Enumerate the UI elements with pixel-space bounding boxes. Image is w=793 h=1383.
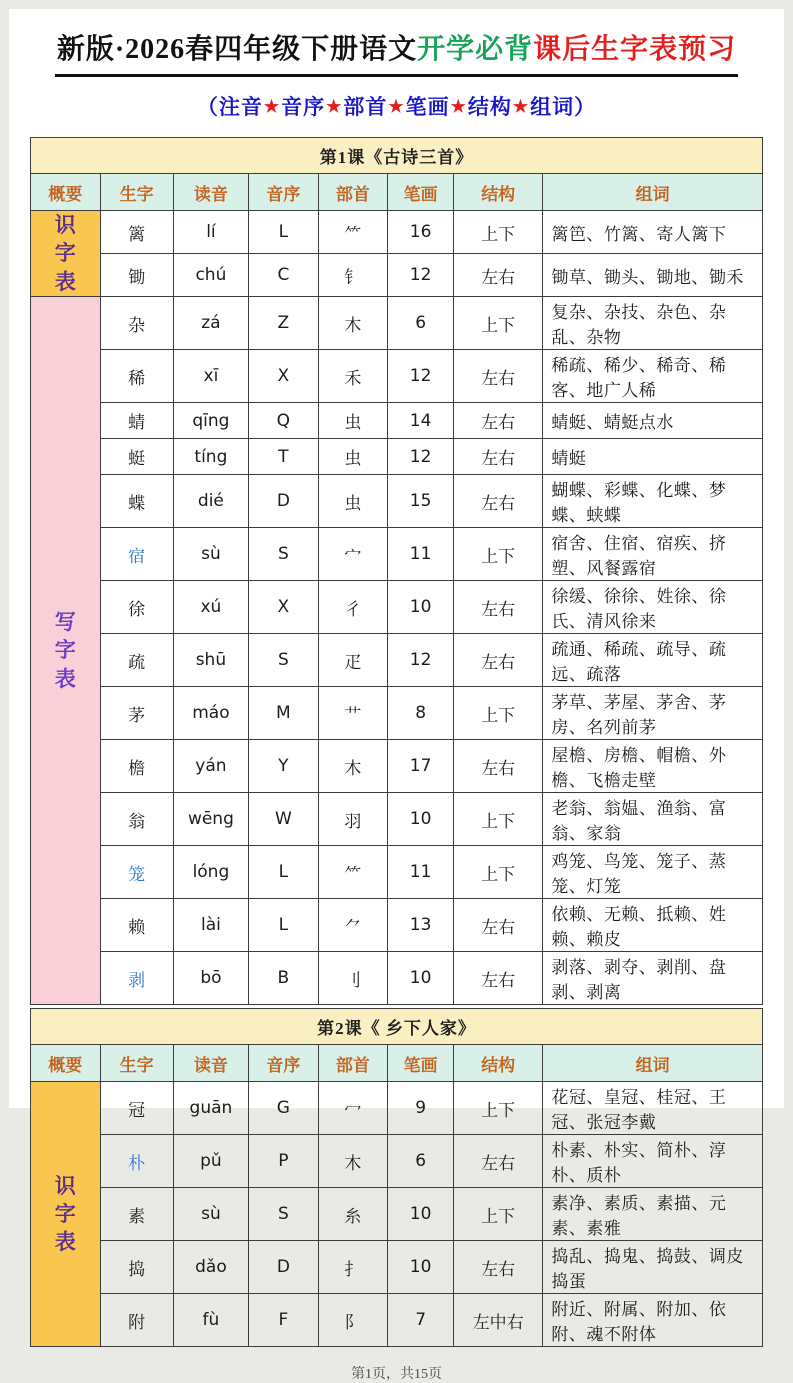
cell-structure: 上下: [454, 211, 543, 254]
subtitle-item: 组词: [530, 95, 575, 119]
column-header: 组词: [543, 1045, 763, 1082]
cell-strokes: 16: [388, 211, 454, 254]
cell-char: 宿: [100, 528, 173, 581]
subtitle-item: 笔画: [405, 95, 450, 119]
table-row: [31, 1294, 763, 1347]
cell-strokes: 6: [388, 1135, 454, 1188]
cell-char: 茅: [100, 687, 173, 740]
column-header: 生字: [100, 174, 173, 211]
cell-char: 捣: [100, 1241, 173, 1294]
star-icon: ★: [326, 97, 343, 116]
cell-pinyin: máo: [173, 687, 248, 740]
cell-strokes: 8: [388, 687, 454, 740]
cell-strokes: 10: [388, 1241, 454, 1294]
cell-char: 笼: [100, 846, 173, 899]
column-header: 概要: [31, 1045, 101, 1082]
star-icon: ★: [512, 97, 530, 116]
vocab-table: [30, 1008, 763, 1347]
table-row: [31, 1188, 763, 1241]
cell-words: 剥落、剥夺、剥削、盘剥、剥离: [543, 952, 763, 1005]
group-label: 识字表: [54, 213, 76, 294]
cell-initial: W: [249, 793, 319, 846]
cell-initial: S: [249, 528, 319, 581]
cell-initial: X: [249, 581, 319, 634]
subtitle: [30, 91, 763, 121]
group-label: 识字表: [54, 1173, 76, 1255]
tables-container: [30, 137, 763, 1347]
table-row: [31, 952, 763, 1005]
cell-radical: 冖: [318, 1082, 388, 1135]
cell-radical: 木: [318, 740, 388, 793]
cell-initial: M: [249, 687, 319, 740]
cell-words: 篱笆、竹篱、寄人篱下: [543, 211, 763, 254]
cell-pinyin: xú: [173, 581, 248, 634]
cell-structure: 左右: [454, 1135, 543, 1188]
worksheet-page: [9, 9, 784, 1383]
cell-strokes: 7: [388, 1294, 454, 1347]
column-header: 音序: [249, 174, 319, 211]
cell-structure: 左右: [454, 475, 543, 528]
column-header: 音序: [249, 1045, 319, 1082]
star-icon: ★: [263, 97, 281, 116]
cell-words: 捣乱、捣鬼、捣鼓、调皮捣蛋: [543, 1241, 763, 1294]
cell-char: 蜻: [100, 403, 173, 439]
cell-char: 冠: [100, 1082, 173, 1135]
cell-initial: P: [249, 1135, 319, 1188]
cell-char: 锄: [100, 254, 173, 297]
column-header: 生字: [100, 1045, 173, 1082]
table-row: [31, 528, 763, 581]
cell-initial: S: [249, 634, 319, 687]
cell-radical: 糸: [318, 1188, 388, 1241]
cell-pinyin: fù: [173, 1294, 248, 1347]
cell-radical: ⺮: [318, 846, 388, 899]
cell-initial: D: [249, 475, 319, 528]
column-header: 部首: [318, 174, 388, 211]
cell-initial: Q: [249, 403, 319, 439]
table-row: [31, 687, 763, 740]
cell-char: 杂: [100, 297, 173, 350]
cell-strokes: 6: [388, 297, 454, 350]
cell-initial: S: [249, 1188, 319, 1241]
table-row: [31, 1082, 763, 1135]
cell-pinyin: yán: [173, 740, 248, 793]
cell-initial: Z: [249, 297, 319, 350]
cell-strokes: 10: [388, 793, 454, 846]
cell-words: 附近、附属、附加、依附、魂不附体: [543, 1294, 763, 1347]
cell-initial: F: [249, 1294, 319, 1347]
subtitle-item: 结构: [467, 95, 512, 119]
cell-strokes: 10: [388, 952, 454, 1005]
table-row: [31, 475, 763, 528]
cell-radical: 木: [318, 1135, 388, 1188]
table-row: [31, 581, 763, 634]
cell-pinyin: xī: [173, 350, 248, 403]
group-label-cell: [31, 297, 101, 1005]
cell-strokes: 12: [388, 254, 454, 297]
cell-radical: 刂: [318, 952, 388, 1005]
cell-structure: 上下: [454, 1188, 543, 1241]
cell-words: 屋檐、房檐、帽檐、外檐、飞檐走壁: [543, 740, 763, 793]
column-header: 笔画: [388, 174, 454, 211]
column-header: 结构: [454, 174, 543, 211]
cell-char: 徐: [100, 581, 173, 634]
cell-structure: 左中右: [454, 1294, 543, 1347]
cell-pinyin: wēng: [173, 793, 248, 846]
subtitle-close-paren: ）: [574, 95, 597, 119]
subtitle-open-paren: （: [196, 95, 219, 119]
title-black-part: 新版·2026春四年级下册语文: [56, 34, 418, 65]
cell-structure: 左右: [454, 439, 543, 475]
cell-pinyin: shū: [173, 634, 248, 687]
subtitle-item: 部首: [343, 95, 388, 119]
cell-words: 疏通、稀疏、疏导、疏远、疏落: [543, 634, 763, 687]
cell-pinyin: dǎo: [173, 1241, 248, 1294]
cell-char: 附: [100, 1294, 173, 1347]
cell-words: 鸡笼、鸟笼、笼子、蒸笼、灯笼: [543, 846, 763, 899]
cell-char: 赖: [100, 899, 173, 952]
cell-char: 篱: [100, 211, 173, 254]
cell-radical: ⺈: [318, 899, 388, 952]
cell-words: 蜻蜓: [543, 439, 763, 475]
cell-pinyin: tíng: [173, 439, 248, 475]
column-header: 读音: [173, 174, 248, 211]
table-row: [31, 350, 763, 403]
table-row: [31, 297, 763, 350]
star-icon: ★: [388, 97, 405, 116]
cell-strokes: 10: [388, 581, 454, 634]
cell-initial: B: [249, 952, 319, 1005]
cell-strokes: 12: [388, 439, 454, 475]
cell-pinyin: bō: [173, 952, 248, 1005]
cell-char: 蝶: [100, 475, 173, 528]
cell-words: 依赖、无赖、抵赖、姓赖、赖皮: [543, 899, 763, 952]
cell-char: 檐: [100, 740, 173, 793]
table-row: [31, 899, 763, 952]
cell-words: 稀疏、稀少、稀奇、稀客、地广人稀: [543, 350, 763, 403]
cell-strokes: 10: [388, 1188, 454, 1241]
table-row: [31, 439, 763, 475]
subtitle-item: 注音: [218, 95, 263, 119]
cell-strokes: 11: [388, 846, 454, 899]
cell-strokes: 12: [388, 350, 454, 403]
column-header: 结构: [454, 1045, 543, 1082]
cell-radical: 阝: [318, 1294, 388, 1347]
cell-words: 花冠、皇冠、桂冠、王冠、张冠李戴: [543, 1082, 763, 1135]
cell-pinyin: lài: [173, 899, 248, 952]
cell-structure: 上下: [454, 687, 543, 740]
cell-char: 翁: [100, 793, 173, 846]
cell-structure: 左右: [454, 254, 543, 297]
cell-char: 疏: [100, 634, 173, 687]
column-header: 组词: [543, 174, 763, 211]
cell-structure: 上下: [454, 297, 543, 350]
group-label-cell: [31, 1082, 101, 1347]
table-row: [31, 211, 763, 254]
cell-strokes: 13: [388, 899, 454, 952]
table-row: [31, 634, 763, 687]
cell-radical: 虫: [318, 439, 388, 475]
cell-strokes: 11: [388, 528, 454, 581]
cell-radical: 羽: [318, 793, 388, 846]
lesson-title: 第1课《古诗三首》: [31, 138, 763, 174]
table-row: [31, 846, 763, 899]
cell-structure: 左右: [454, 740, 543, 793]
cell-words: 复杂、杂技、杂色、杂乱、杂物: [543, 297, 763, 350]
cell-radical: 虫: [318, 475, 388, 528]
cell-radical: 木: [318, 297, 388, 350]
cell-words: 蝴蝶、彩蝶、化蝶、梦蝶、蛱蝶: [543, 475, 763, 528]
cell-initial: D: [249, 1241, 319, 1294]
cell-initial: G: [249, 1082, 319, 1135]
subtitle-item: 音序: [281, 95, 326, 119]
vocab-table: [30, 137, 763, 1005]
page-number: 第1页，共15页: [351, 1367, 442, 1383]
cell-initial: C: [249, 254, 319, 297]
cell-words: 茅草、茅屋、茅舍、茅房、名列前茅: [543, 687, 763, 740]
cell-char: 剥: [100, 952, 173, 1005]
star-icon: ★: [450, 97, 467, 116]
cell-radical: 扌: [318, 1241, 388, 1294]
cell-pinyin: guān: [173, 1082, 248, 1135]
cell-structure: 上下: [454, 793, 543, 846]
table-row: [31, 254, 763, 297]
cell-structure: 左右: [454, 899, 543, 952]
table-row: [31, 403, 763, 439]
table-row: [31, 1241, 763, 1294]
cell-pinyin: pǔ: [173, 1135, 248, 1188]
cell-radical: 宀: [318, 528, 388, 581]
cell-words: 蜻蜓、蜻蜓点水: [543, 403, 763, 439]
cell-radical: 艹: [318, 687, 388, 740]
cell-structure: 上下: [454, 846, 543, 899]
cell-words: 徐缓、徐徐、姓徐、徐氏、清风徐来: [543, 581, 763, 634]
table-row: [31, 1135, 763, 1188]
cell-initial: L: [249, 211, 319, 254]
cell-structure: 左右: [454, 1241, 543, 1294]
cell-initial: X: [249, 350, 319, 403]
cell-structure: 左右: [454, 350, 543, 403]
cell-strokes: 17: [388, 740, 454, 793]
cell-structure: 左右: [454, 403, 543, 439]
cell-pinyin: dié: [173, 475, 248, 528]
cell-strokes: 14: [388, 403, 454, 439]
lesson-title: 第2课《 乡下人家》: [31, 1009, 763, 1045]
cell-pinyin: sù: [173, 1188, 248, 1241]
cell-pinyin: lí: [173, 211, 248, 254]
column-header: 部首: [318, 1045, 388, 1082]
cell-radical: 彳: [318, 581, 388, 634]
cell-pinyin: chú: [173, 254, 248, 297]
cell-structure: 左右: [454, 581, 543, 634]
cell-structure: 左右: [454, 634, 543, 687]
cell-char: 素: [100, 1188, 173, 1241]
column-header: 笔画: [388, 1045, 454, 1082]
cell-initial: Y: [249, 740, 319, 793]
cell-words: 老翁、翁媪、渔翁、富翁、家翁: [543, 793, 763, 846]
cell-pinyin: qīng: [173, 403, 248, 439]
cell-pinyin: sù: [173, 528, 248, 581]
cell-radical: 疋: [318, 634, 388, 687]
cell-structure: 上下: [454, 528, 543, 581]
cell-pinyin: lóng: [173, 846, 248, 899]
cell-char: 蜓: [100, 439, 173, 475]
cell-char: 朴: [100, 1135, 173, 1188]
cell-char: 稀: [100, 350, 173, 403]
cell-radical: 虫: [318, 403, 388, 439]
cell-strokes: 15: [388, 475, 454, 528]
cell-pinyin: zá: [173, 297, 248, 350]
cell-words: 素净、素质、素描、元素、素雅: [543, 1188, 763, 1241]
cell-words: 宿舍、住宿、宿疾、挤塑、风餐露宿: [543, 528, 763, 581]
group-label-cell: [31, 211, 101, 297]
table-row: [31, 740, 763, 793]
column-header: 读音: [173, 1045, 248, 1082]
table-row: [31, 793, 763, 846]
cell-structure: 上下: [454, 1082, 543, 1135]
cell-initial: L: [249, 846, 319, 899]
column-header: 概要: [31, 174, 101, 211]
cell-radical: 禾: [318, 350, 388, 403]
title-green-part: 开学必背: [417, 34, 534, 65]
cell-strokes: 12: [388, 634, 454, 687]
page-title: [55, 27, 738, 77]
cell-initial: L: [249, 899, 319, 952]
cell-words: 朴素、朴实、简朴、淳朴、质朴: [543, 1135, 763, 1188]
cell-strokes: 9: [388, 1082, 454, 1135]
cell-radical: ⺮: [318, 211, 388, 254]
cell-words: 锄草、锄头、锄地、锄禾: [543, 254, 763, 297]
group-label: 写字表: [54, 610, 76, 691]
cell-radical: 钅: [318, 254, 388, 297]
cell-structure: 左右: [454, 952, 543, 1005]
title-red-part: 课后生字表预习: [533, 34, 737, 65]
cell-initial: T: [249, 439, 319, 475]
